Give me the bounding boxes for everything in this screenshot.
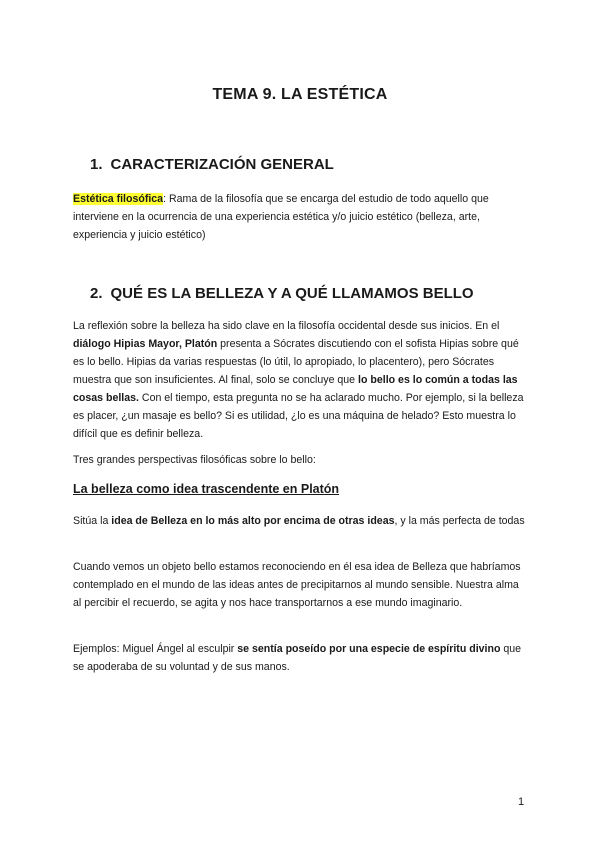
section-1-definition	[73, 190, 529, 244]
page-title: TEMA 9. LA ESTÉTICA	[212, 86, 388, 103]
para1-bold-2: lo bello es lo común a todas las cosas bellas.	[73, 374, 518, 404]
paragraph-hipias	[73, 317, 529, 443]
paragraph-perspectives: Tres grandes perspectivas filosóficas sobre lo bello:	[73, 454, 316, 466]
section-1-number: 1.	[90, 156, 103, 173]
para3-text-1: Sitúa la	[73, 515, 112, 527]
para1-text-1: La reflexión sobre la belleza ha sido clave en la filosofía occidental desde sus inicios. En el	[73, 320, 500, 332]
section-2-heading	[90, 285, 474, 302]
section-2-number: 2.	[90, 285, 103, 302]
paragraph-objeto-bello: Cuando vemos un objeto bello estamos reconociendo en él esa idea de Belleza que habríamos contemplado en el mundo de las ideas antes de precipitarnos al mundo sensible. Nuestra alma al percibir el recuerdo, se agita y nos hace transportarnos a ese mundo imaginario.	[73, 561, 521, 609]
para5-text-1: Ejemplos: Miguel Ángel al esculpir	[73, 643, 238, 655]
term-highlight: Estética filosófica	[73, 193, 164, 205]
para1-text-2: presenta a Sócrates discutiendo con el sofista Hipias sobre qué es lo bello. Hipias da varias respuestas (lo útil, lo apropiado, lo placentero), pero Sócrates muestra que son insuficientes. Al final, solo se concluye que	[73, 338, 519, 386]
section-2-title: QUÉ ES LA BELLEZA Y A QUÉ LLAMAMOS BELLO	[110, 285, 474, 302]
para3-text-2: , y la más perfecta de todas	[394, 515, 525, 527]
section-1-heading	[90, 156, 334, 173]
section-1-title: CARACTERIZACIÓN GENERAL	[110, 156, 334, 173]
page-number: 1	[518, 796, 525, 808]
subheading-platon: La belleza como idea trascendente en Platón	[73, 482, 340, 496]
paragraph-idea-belleza	[73, 512, 529, 530]
paragraph-ejemplos	[73, 640, 529, 676]
para5-text-2: que se apoderaba de su voluntad y de sus manos.	[73, 643, 522, 673]
para1-bold-1: diálogo Hipias Mayor, Platón	[73, 338, 218, 350]
definition-text: : Rama de la filosofía que se encarga del estudio de todo aquello que interviene en la ocurrencia de una experiencia estética y/o juicio estético (belleza, arte, experiencia y juicio estético)	[73, 193, 489, 241]
para1-text-3: Con el tiempo, esta pregunta no se ha aclarado mucho. Por ejemplo, si la belleza es placer, ¿un masaje es bello? Si es utilidad, ¿lo es una máquina de helado? Esto muestra lo difícil que es definir belleza.	[73, 392, 524, 440]
para3-bold-1: idea de Belleza en lo más alto por encima de otras ideas	[111, 515, 395, 527]
para5-bold-1: se sentía poseído por una especie de espíritu divino	[237, 643, 501, 655]
